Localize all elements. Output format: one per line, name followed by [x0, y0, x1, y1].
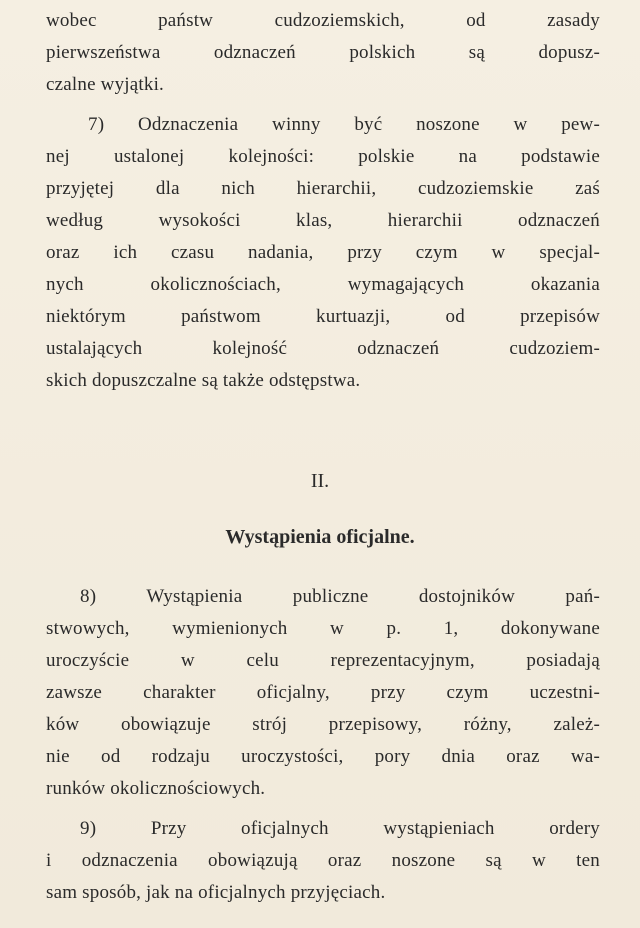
- text-line: niektórym państwom kurtuazji, od przepisów: [46, 306, 600, 327]
- text-line: wobec państw cudzoziemskich, od zasady: [46, 10, 600, 31]
- text-line: stwowych, wymienionych w p. 1, dokonywane: [46, 618, 600, 639]
- text-line: i odznaczenia obowiązują oraz noszone są w ten: [46, 850, 600, 871]
- text-line: pierwszeństwa odznaczeń polskich są dopusz-: [46, 42, 600, 63]
- text-line: zawsze charakter oficjalny, przy czym uczestni-: [46, 682, 600, 703]
- section-title: Wystąpienia oficjalne.: [225, 526, 415, 548]
- text-line: ków obowiązuje strój przepisowy, różny, zależ-: [46, 714, 600, 735]
- text-line: nej ustalonej kolejności: polskie na podstawie: [46, 146, 600, 167]
- text-line: według wysokości klas, hierarchii odznaczeń: [46, 210, 600, 231]
- text-line: czalne wyjątki.: [46, 74, 165, 95]
- text-line: uroczyście w celu reprezentacyjnym, posiadają: [46, 650, 600, 671]
- text-line: skich dopuszczalne są także odstępstwa.: [46, 370, 361, 391]
- text-line: nie od rodzaju uroczystości, pory dnia oraz wa-: [46, 746, 600, 767]
- text-line: 7) Odznaczenia winny być noszone w pew-: [88, 114, 600, 135]
- text-line: ustalających kolejność odznaczeń cudzoziem-: [46, 338, 600, 359]
- text-line: przyjętej dla nich hierarchii, cudzoziemskie zaś: [46, 178, 600, 199]
- text-line: 9) Przy oficjalnych wystąpieniach ordery: [80, 818, 600, 839]
- section-number: II.: [310, 470, 330, 492]
- text-line: oraz ich czasu nadania, przy czym w specjal-: [46, 242, 600, 263]
- text-line: sam sposób, jak na oficjalnych przyjęciach.: [46, 882, 386, 903]
- text-line: runków okolicznościowych.: [46, 778, 266, 799]
- text-line: nych okolicznościach, wymagających okazania: [46, 274, 600, 295]
- text-line: 8) Wystąpienia publiczne dostojników pań-: [80, 586, 600, 607]
